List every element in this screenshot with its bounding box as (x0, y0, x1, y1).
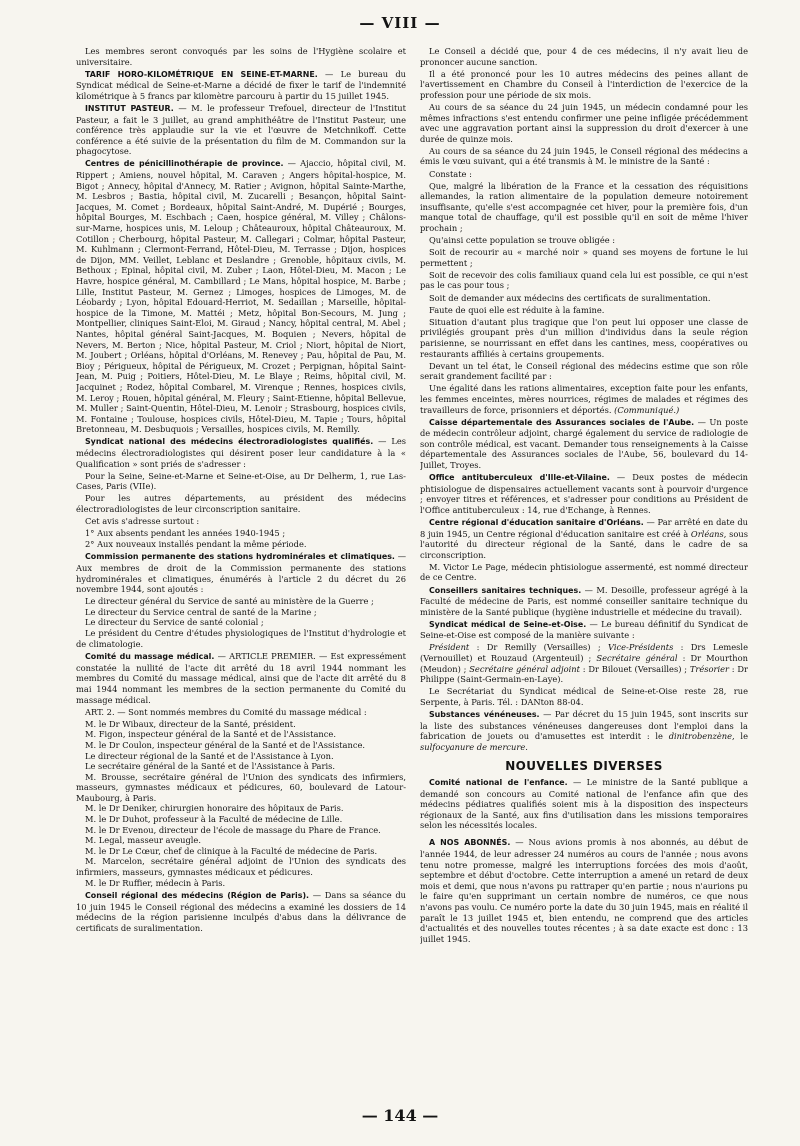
right-column (420, 46, 748, 1106)
list-item: M. le Dr Duhot, professeur à la Faculté de médecine de Lille. (85, 814, 343, 825)
article-body: — Le bureau du Syndicat médical de Seine-et-Marne a décidé de fixer le tarif de l'indemnité kilométrique à 5 francs par kilomètre parcouru à partir du 15 juillet 1945. (76, 68, 406, 101)
list (76, 596, 406, 649)
article-aube (420, 417, 748, 471)
paragraph: Constate : (429, 168, 472, 179)
role-label: Vice-Présidents (607, 642, 674, 653)
article-body: — Un poste de médecin contrôleur adjoint, chargé également du service de radiologie de son contrôle médical, est vacant. Demander tous renseignements à la Caisse départementale des Assurances sociales de l'Aube, 56, boulevard du 14-Juillet, Troyes. (420, 416, 748, 470)
paragraph: Cet avis s'adresse surtout : (85, 516, 200, 527)
article-substances (420, 709, 748, 752)
footer-dash-left: — (361, 1106, 378, 1125)
list (76, 719, 406, 889)
article-title: Syndicat national des médecins électroradiologistes qualifiés. (85, 437, 374, 447)
page-footer (0, 1106, 800, 1125)
article-title: Centre régional d'éducation sanitaire d'Orléans. (429, 517, 644, 527)
paragraph: Devant un tel état, le Conseil régional des médecins estime que son rôle serait grandement facilité par : (420, 360, 748, 382)
article-title: TARIF HORO-KILOMÉTRIQUE EN SEINE-ET-MARNE. (85, 69, 318, 79)
article-ille-et-vilaine (420, 472, 748, 515)
list-item: Le directeur du Service central de santé de la Marine ; (85, 606, 317, 617)
article-body: — Deux postes de médecin phtisiologue de dispensaires actuellement vacants sont à pourvoir d'urgence ; envoyer titres et références, et s'adresser pour conditions au Président de l'Office antituberculeux : 14, rue d'Echange, à Rennes. (420, 472, 748, 515)
article-conseil-regional (76, 890, 406, 933)
article-title: Conseillers sanitaires techniques. (429, 585, 582, 595)
role-holder: : Drs Lemesle (Vernouillet) et Rouzaud (Argenteuil) ; (420, 642, 748, 664)
paragraph: Situation d'autant plus tragique que l'on peut lui opposer une classe de privilégiés groupant près d'un million d'individus dans la seule région parisienne, se nourrissant en effet dans les cantines, mess, coopératives ou restaurants affiliés à certains groupements. (420, 316, 748, 359)
role-label: Secrétaire général (596, 653, 678, 664)
article-body: — Ajaccio, hôpital civil, M. Rippert ; Amiens, nouvel hôpital, M. Caraven ; Angers hôpital-hospice, M. Bigot ; Annecy, hôpital d'Annecy, M. Ratier ; Avignon, hôpital Sainte-Marthe, M. Lesbros ; Bastia, hôpital civil, M. Zucarelli ; Besançon, hôpital Saint-Jacques, M. Comet ; Bordeaux, hôpital Saint-André, M. Dupérié ; Bourges, hôpital Bourges, M. Eschbach ; Caen, hospice général, M. Villey ; Châlons-sur-Marne, hospices unis, M. Leloup ; Châteauroux, hôpital Châteauroux, M. Cotillon ; Cherbourg, hôpital Pasteur, M. Callegari ; Colmar, hôpital Pasteur, M. Kuhlmann ; Clermont-Ferrand, Hôtel-Dieu, M. Terrasse ; Dijon, hospices de Dijon, MM. Veillet, Leblanc et Deslandre ; Grenoble, hôpitaux civils, M. Bethoux ; Epinal, hôpital civil, M. Zuber ; Laon, Hôtel-Dieu, M. Macon ; Le Havre, hospice général, M. Cambillard ; Le Mans, hôpital hospice, M. Barbe ; Lille, Institut Pasteur, M. Gernez ; Limoges, hospices de Limoges, M. de Léobardy ; Lyon, hôpital Edouard-Herriot, M. Sedaillan ; Marseille, hôpital-hospice de la Timone, M. Mattéi ; Metz, hôpital Bon-Secours, M. Jung ; Montpellier, cliniques Saint-Eloi, M. Giraud ; Nancy, hôpital central, M. Abel ; Nantes, hôpital général Saint-Jacques, M. Boquien ; Nevers, hôpital de Nevers, M. Berton ; Nice, hôpital Pasteur, M. Criol ; Niort, hôpital de Niort, M. Joubert ; Orléans, hôpital d'Orléans, M. Renevey ; Pau, hôpital de Pau, M. Bioy ; Périgueux, hôpital de Périgueux, M. Crozet ; Perpignan, hôpital Saint-Jean, M. Puig ; Poitiers, Hôtel-Dieu, M. Le Blaye ; Reims, hôpital civil, M. Jacquinet ; Rodez, hôpital Combarel, M. Virenque ; Rennes, hospices civils, M. Leroy ; Rouen, hôpital général, M. Fleury ; Saint-Etienne, hôpital Bellevue, M. Muller ; Saint-Quentin, Hôtel-Dieu, M. Lenoir ; Strasbourg, hospices civils, M. Fontaine ; Toulouse, hospices civils, Hôtel-Dieu, M. Tapie ; Tours, hôpital Bretonneau, M. Desbuquois ; Versailles, hospices civils, M. Remilly. (76, 158, 406, 435)
article-title: INSTITUT PASTEUR. (85, 103, 174, 113)
paragraph: Faute de quoi elle est réduite à la famine. (429, 304, 605, 315)
list-item: M. le Dr Coulon, inspecteur général de la Santé et de l'Assistance. (85, 739, 366, 750)
list-item: M. Figon, inspecteur général de la Santé et de l'Assistance. (85, 729, 336, 740)
article-title: Caisse départementale des Assurances sociales de l'Aube. (429, 417, 695, 427)
paragraph: Qu'ainsi cette population se trouve obligée : (429, 235, 616, 246)
article-body: — Par décret du 15 juin 1945, sont inscrits sur la liste des substances vénéneuses dangereuses dont l'emploi dans la fabrication de jouets ou d'amusettes est interdit : le (420, 709, 748, 742)
list-item: M. le Dr Wibaux, directeur de la Santé, président. (85, 718, 296, 729)
list-item: M. Legal, masseur aveugle. (85, 835, 201, 846)
list-item: M. Brousse, secrétaire général de l'Union des syndicats des infirmiers, masseurs, gymnastes médicaux et pédicures, 60, boulevard de Latour-Maubourg, à Paris. (76, 771, 406, 803)
article-title: Commission permanente des stations hydrominérales et climatiques. (85, 552, 395, 562)
role-label: Président (429, 642, 470, 653)
footer-dash-right: — (422, 1106, 439, 1125)
list-item: 1° Aux absents pendant les années 1940-1945 ; (85, 528, 286, 539)
list-item: Le directeur régional de la Santé et de l'Assistance à Lyon. (85, 750, 334, 761)
list (76, 528, 406, 549)
list-item: M. le Dr Deniker, chirurgien honoraire des hôpitaux de Paris. (85, 803, 344, 814)
article-abonnes (420, 837, 748, 944)
article-title: A NOS ABONNÉS. (429, 838, 511, 848)
list-item: Le secrétaire général de la Santé et de l'Assistance à Paris. (85, 761, 335, 772)
article-seine-et-oise (420, 619, 748, 641)
left-column (76, 46, 406, 1106)
list-item: M. Marcelon, secrétaire général adjoint de l'Union des syndicats des infirmiers, masseurs, gymnastes médicaux et pédicures. (76, 856, 406, 878)
list-item: Le président du Centre d'études physiologiques de l'Institut d'hydrologie et de climatologie. (76, 627, 406, 649)
paragraph: Le Conseil a décidé que, pour 4 de ces médecins, il n'y avait lieu de prononcer aucune sanction. (420, 46, 748, 67)
article-body: — Le ministre de la Santé publique a demandé son concours au Comité national de l'enfance afin que des médecins pédiatres qualifiés soient mis à la disposition des inspecteurs régionaux de la Santé, aux fins d'utilisation dans les missions temporaires selon les nécessités locales. (420, 777, 748, 831)
role-holder: : Dr Bilouet (Versailles) ; (579, 663, 690, 674)
paragraph (420, 383, 748, 415)
article-title: Substances vénéneuses. (429, 710, 540, 720)
paragraph: Il a été prononcé pour les 10 autres médecins des peines allant de l'avertissement en Chambre du Conseil à l'interdiction de l'exercice de la profession pour une période de six mois. (420, 68, 748, 100)
list-item: M. le Dr Evenou, directeur de l'école de massage du Phare de France. (85, 824, 381, 835)
article-body: — ARTICLE PREMIER. — Est expressément constatée la nullité de l'acte dit arrêté du 18 avril 1944 nommant les membres du Comité du massage médical, ainsi que de l'acte dit arrêté du 8 mai 1944 nommant les membres de la section permanente du Comité du massage médical. (76, 651, 406, 705)
article-body: — M. le professeur Trefouel, directeur de l'Institut Pasteur, a fait le 3 juillet, au grand amphithéâtre de l'Institut Pasteur, une conférence très applaudie sur la vie et l'œuvre de Metchnikoff. Cette conférence a été suivie de la présentation du film de M. Commandon sur la phagocytose. (76, 102, 406, 157)
substance-name: dinitrobenzène (668, 731, 733, 742)
city-name: Orléans (690, 528, 724, 539)
role-holder: : Dr Philippe (Saint-Germain-en-Laye). (420, 663, 748, 685)
article-body: . (525, 741, 528, 752)
communique-note: (Communiqué.) (614, 404, 680, 415)
article-title: Syndicat médical de Seine-et-Oise. (429, 619, 587, 629)
article-body: — M. Desoille, professeur agrégé à la Faculté de médecine de Paris, est nommé conseiller sanitaire technique du ministère de la Santé publique (hygiène industrielle et médecine du travail). (420, 584, 748, 617)
paragraph-text: Une égalité dans les rations alimentaires, exception faite pour les enfants, les femmes enceintes, mères nourrices, régimes de malades et régimes des travailleurs de force, prisonniers et déportés. (420, 383, 748, 415)
role-label: Secrétaire général adjoint (469, 663, 580, 674)
section-title: NOUVELLES DIVERSES (505, 759, 663, 774)
article-tarif (76, 69, 406, 102)
list-item: Le directeur général du Service de santé au ministère de la Guerre ; (85, 596, 374, 607)
article-body: — Aux membres de droit de la Commission permanente des stations hydrominérales et climatiques, énumérés à l'article 2 du décret du 26 novembre 1944, sont ajoutés : (76, 551, 406, 595)
list-item: Le directeur du Service de santé colonial ; (85, 617, 264, 628)
role-holder: : Dr Mourthon (Meudon) ; (420, 653, 748, 674)
page-number: 144 (383, 1106, 417, 1125)
article-stations (76, 551, 406, 594)
paragraph: Pour les autres départements, au président des médecins électroradiologistes de leur circonscription sanitaire. (76, 493, 406, 514)
role-holder: : Dr Remilly (Versailles) ; (469, 642, 608, 653)
article-electroradiologistes (76, 436, 406, 469)
paragraph: Soit de recourir au « marché noir » quand ses moyens de fortune le lui permettent ; (420, 247, 748, 268)
paragraph: Au cours de sa séance du 24 juin 1945, un médecin condamné pour les mêmes infractions s'est entendu confirmer une peine infligée précédemment avec une aggravation portant ainsi la suppression du droit d'exercer à une durée de quinze mois. (420, 101, 748, 144)
article-title: Comité national de l'enfance. (429, 778, 568, 787)
article-enfance (420, 777, 748, 831)
role-label: Trésorier (689, 663, 729, 674)
article-body: , le (732, 731, 748, 742)
paragraph: Que, malgré la libération de la France et la cessation des réquisitions allemandes, la ration alimentaire de la population demeure notoirement insuffisante, qu'elle s'est accompagnée cet hiver, pour la première fois, d'un manque total de chauffage, qu'il est possible qu'il en soit de même l'hiver prochain ; (420, 180, 748, 233)
list-item: 2° Aux nouveaux installés pendant la même période. (85, 538, 307, 549)
page-roman-numeral: VIII (381, 14, 419, 32)
article-body: — Dans sa séance du 10 juin 1945 le Conseil régional des médecins a examiné les dossiers de 14 médecins de la région parisienne inculpés d'abus dans la délivrance de certificats de suralimentation. (76, 890, 406, 933)
article-body: , sous l'autorité du directeur régional de la Santé, dans le cadre de sa circonscription. (420, 528, 748, 560)
paragraph: Soit de demander aux médecins des certificats de suralimentation. (429, 292, 711, 303)
article-title: Office antituberculeux d'Ille-et-Vilaine. (429, 473, 610, 483)
paragraph: M. Victor Le Page, médecin phtisiologue assermenté, est nommé directeur de ce Centre. (420, 561, 748, 583)
list-item: M. le Dr Le Cœur, chef de clinique à la Faculté de médecine de Paris. (85, 845, 378, 856)
header-dash-left: — (359, 14, 376, 32)
paragraph: Pour la Seine, Seine-et-Marne et Seine-et-Oise, au Dr Delherm, 1, rue Las-Cases, Paris (VIIe). (76, 470, 406, 492)
paragraph: ART. 2. — Sont nommés membres du Comité du massage médical : (85, 706, 367, 717)
article-title: Centres de pénicillinothérapie de province. (85, 159, 284, 169)
page-header (0, 14, 800, 32)
article-massage (76, 651, 406, 705)
paragraph: Au cours de sa séance du 24 juin 1945, le Conseil régional des médecins a émis le vœu suivant, qui a été transmis à M. le ministre de la Santé : (420, 145, 748, 167)
substance-name: sulfocyanure de mercure (420, 741, 526, 752)
paragraph: Les membres seront convoqués par les soins de l'Hygiène scolaire et universitaire. (76, 46, 406, 67)
article-body: — Le bureau définitif du Syndicat de Seine-et-Oise est composé de la manière suivante : (420, 618, 748, 641)
article-body: — Par arrêté en date du 8 juin 1945, un Centre régional d'éducation sanitaire est créé à (420, 516, 748, 539)
paragraph: Soit de recevoir des colis familiaux quand cela lui est possible, ce qui n'est pas le cas pour tous ; (420, 269, 748, 291)
article-body: — Nous avions promis à nos abonnés, au début de l'année 1944, de leur adresser 24 numéros au cours de l'année ; nous avons tenu notre promesse, malgré les interruptions forcées des mois d'août, septembre et début d'octobre. Cette interruption a amené un retard de deux mois et demi, que nous n'avons pu rattraper qu'en partie ; nous n'aurions pu le faire qu'en supprimant un certain nombre de numéros, ce que nous n'avons pas voulu. Ce numéro porte la date du 30 juin 1945, mais en réalité il paraît le 13 juillet 1945 et, bien entendu, ne comprend que des articles d'actualités et des nouvelles toutes récentes ; à sa date exacte est donc : 13 juillet 1945. (420, 837, 748, 944)
article-title: Conseil régional des médecins (Région de Paris). (85, 891, 310, 901)
article-pasteur (76, 103, 406, 157)
article-penicillinotherapie (76, 158, 406, 434)
article-conseillers-techniques (420, 585, 748, 618)
article-orleans (420, 517, 748, 560)
list-item: M. le Dr Ruffier, médecin à Paris. (85, 877, 226, 888)
article-body: — Les médecins électroradiologistes qui désirent poser leur candidature à la « Qualification » sont priés de s'adresser : (76, 436, 406, 469)
header-dash-right: — (424, 14, 441, 32)
bureau-composition (420, 642, 748, 684)
article-title: Comité du massage médical. (85, 652, 215, 662)
paragraph: Le Secrétariat du Syndicat médical de Seine-et-Oise reste 28, rue Serpente, à Paris. Tél. : DANton 88-04. (420, 686, 748, 707)
